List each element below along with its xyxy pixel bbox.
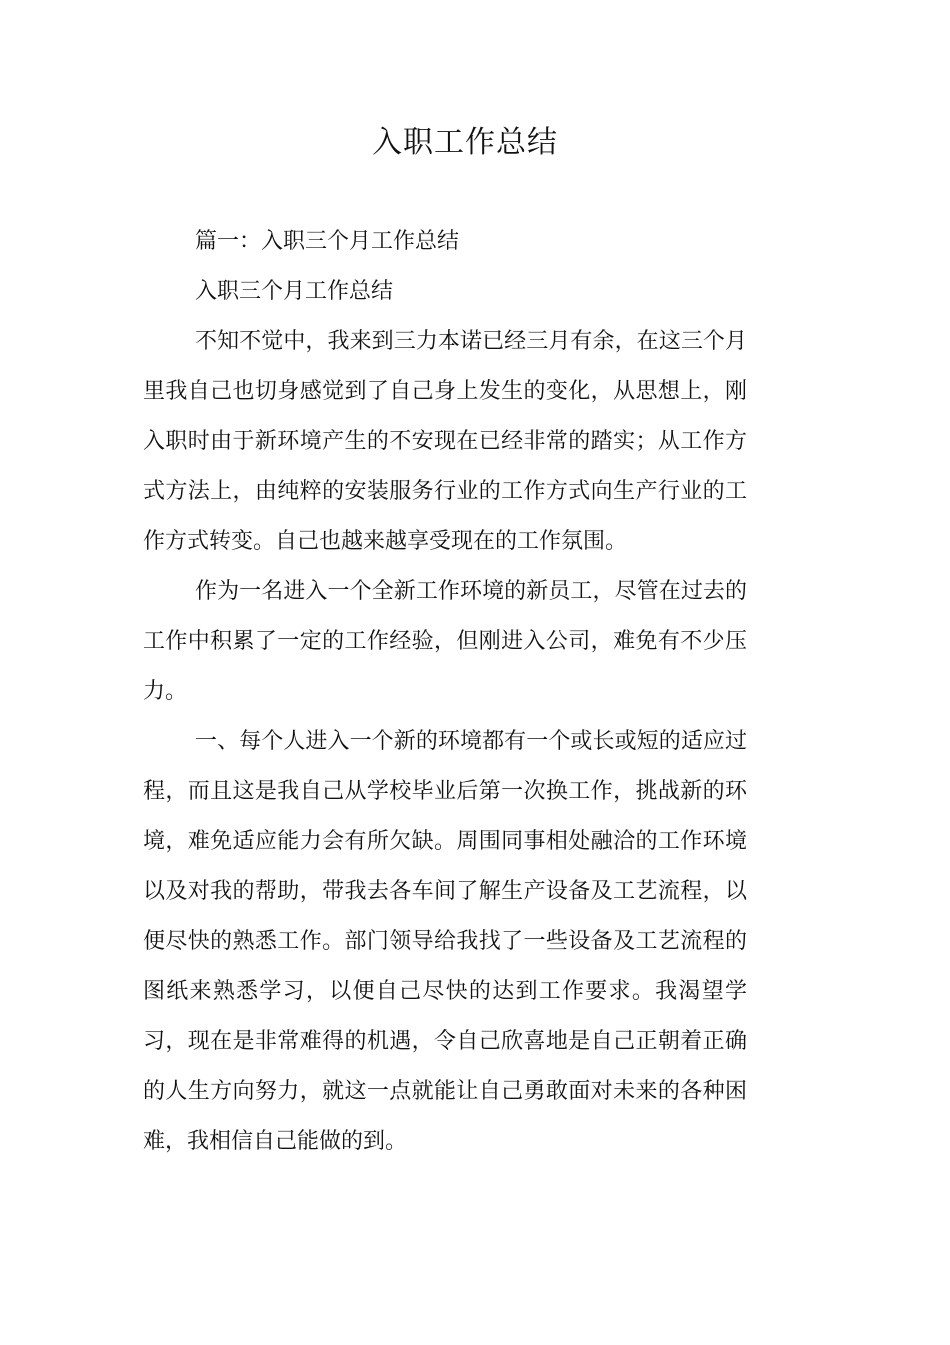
subsection-heading: 入职三个月工作总结: [195, 279, 394, 304]
section-heading: 篇一：入职三个月工作总结: [195, 229, 460, 254]
body-paragraph: 一、每个人进入一个新的环境都有一个或长或短的适应过程，而且这是我自己从学校毕业后第一次换工作，挑战新的环境，难免适应能力会有所欠缺。周围同事相处融洽的工作环境以及对我的帮助，带我去各车间了解生产设备及工艺流程，以便尽快的熟悉工作。部门领导给我找了一些设备及工艺流程的图纸来熟悉学习，以便自己尽快的达到工作要求。我渴望学习，现在是非常难得的机遇，令自己欣喜地是自己正朝着正确的人生方向努力，就这一点就能让自己勇敢面对未来的各种困难，我相信自己能做的到。: [143, 729, 747, 1154]
document-title: 入职工作总结: [372, 125, 558, 160]
body-paragraph: 作为一名进入一个全新工作环境的新员工，尽管在过去的工作中积累了一定的工作经验，但刚进入公司，难免有不少压力。: [143, 579, 747, 704]
body-paragraph: 不知不觉中，我来到三力本诺已经三月有余，在这三个月里我自己也切身感觉到了自己身上发生的变化，从思想上，刚入职时由于新环境产生的不安现在已经非常的踏实；从工作方式方法上，由纯粹的安装服务行业的工作方式向生产行业的工作方式转变。自己也越来越享受现在的工作氛围。: [143, 329, 747, 554]
document-body: [143, 217, 747, 1167]
